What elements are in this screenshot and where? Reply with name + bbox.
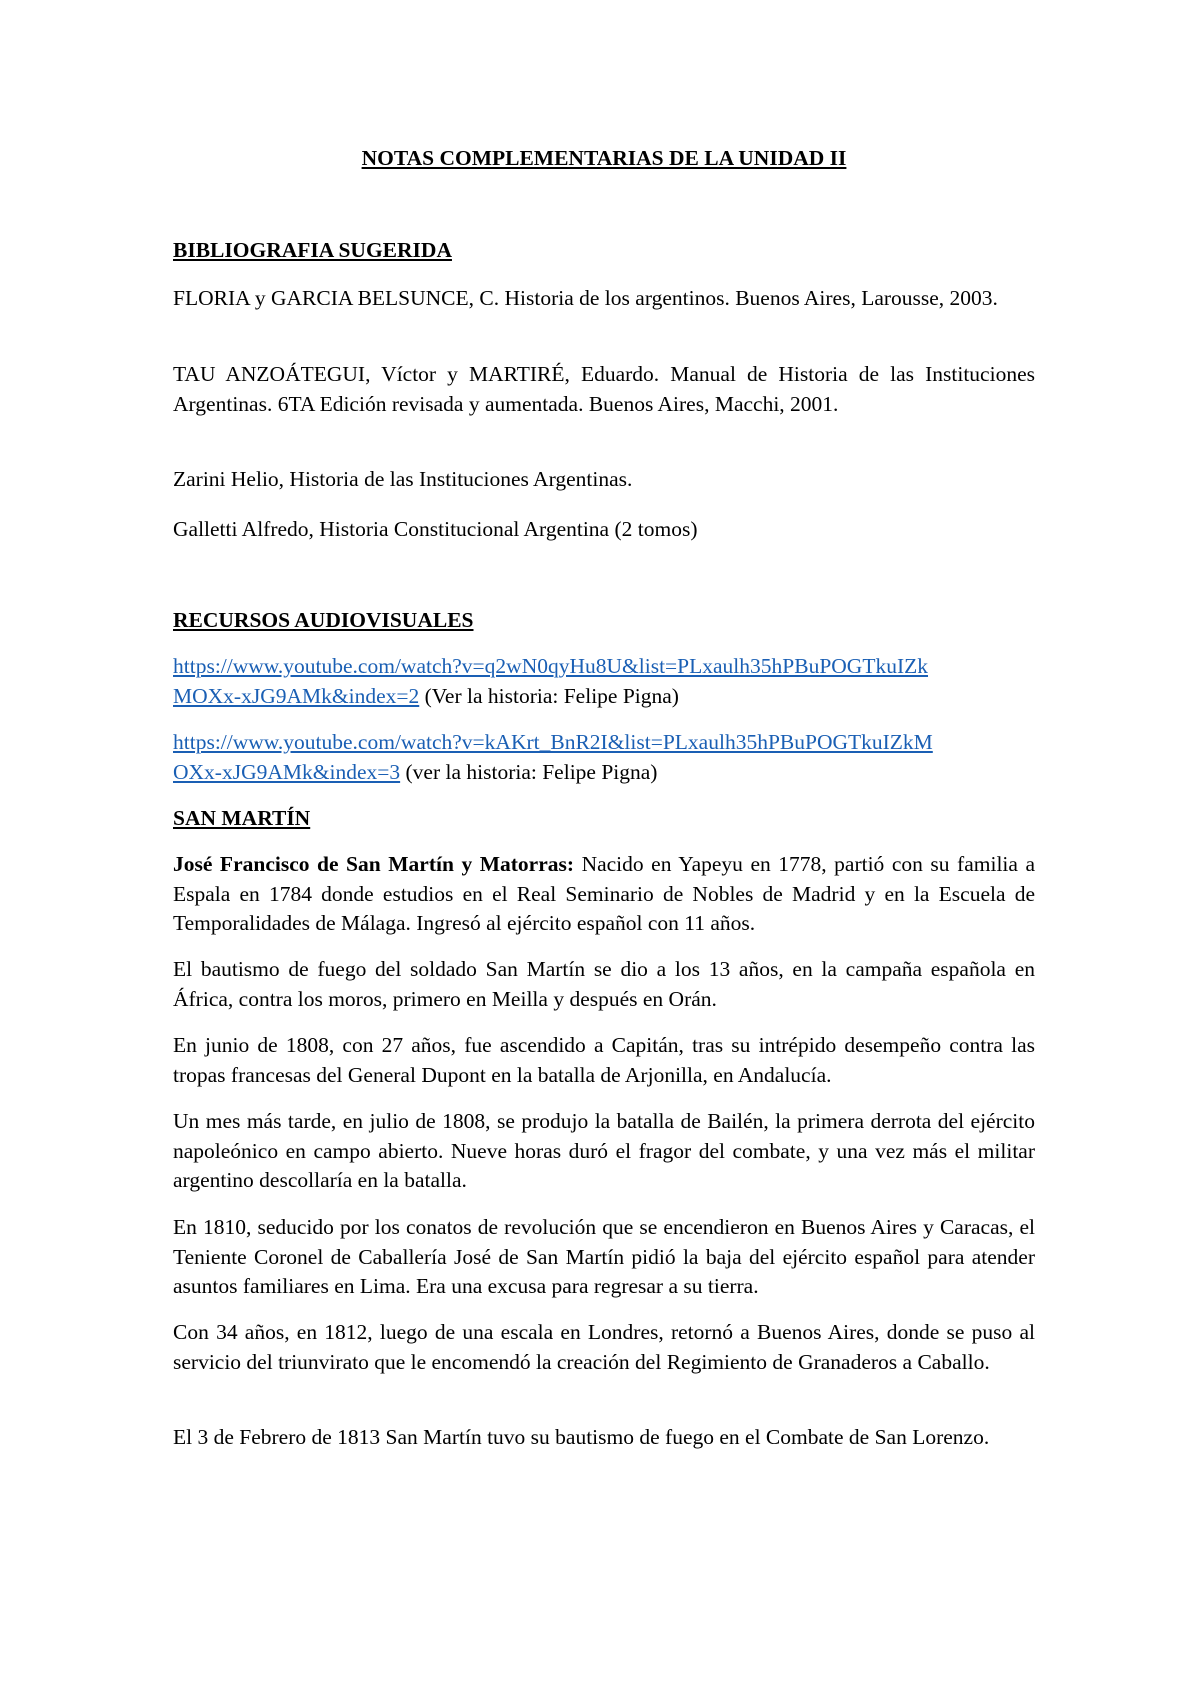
bibliography-entry: Zarini Helio, Historia de las Instituciones Argentinas. (173, 467, 633, 491)
biography-paragraph: Con 34 años, en 1812, luego de una escala en Londres, retornó a Buenos Aires, donde se puso al servicio del triunvirato que le encomendó la creación del Regimiento de Granaderos a Caballo. (173, 1320, 1035, 1374)
bibliography-entry: Galletti Alfredo, Historia Constitucional Argentina (2 tomos) (173, 517, 698, 541)
biography-paragraph: El bautismo de fuego del soldado San Martín se dio a los 13 años, en la campaña española en África, contra los moros, primero en Meilla y después en Orán. (173, 957, 1035, 1011)
biography-paragraph: El 3 de Febrero de 1813 San Martín tuvo su bautismo de fuego en el Combate de San Lorenzo. (173, 1425, 990, 1449)
video-link-line[interactable]: MOXx-xJG9AMk&index=2 (173, 683, 420, 708)
recursos-heading: RECURSOS AUDIOVISUALES (173, 608, 474, 632)
bibliography-entry: TAU ANZOÁTEGUI, Víctor y MARTIRÉ, Eduardo. Manual de Historia de las Instituciones Argentinas. 6TA Edición revisada y aumentada. Buenos Aires, Macchi, 2001. (173, 362, 1035, 416)
video-resource (173, 652, 1035, 711)
biography-paragraph: En junio de 1808, con 27 años, fue ascendido a Capitán, tras su intrépido desempeño contra las tropas francesas del General Dupont en la batalla de Arjonilla, en Andalucía. (173, 1033, 1035, 1087)
bibliografia-heading: BIBLIOGRAFIA SUGERIDA (173, 238, 452, 262)
video-link-line[interactable]: https://www.youtube.com/watch?v=q2wN0qyHu8U&list=PLxaulh35hPBuPOGTkuIZk (173, 654, 929, 678)
video-resource (173, 728, 1035, 787)
document-title: NOTAS COMPLEMENTARIAS DE LA UNIDAD II (361, 146, 847, 170)
biography-paragraph: En 1810, seducido por los conatos de revolución que se encendieron en Buenos Aires y Caracas, el Teniente Coronel de Caballería José de San Martín pidió la baja del ejército español para atender asuntos familiares en Lima. Era una excusa para regresar a su tierra. (173, 1215, 1035, 1298)
video-link-line[interactable]: https://www.youtube.com/watch?v=kAKrt_BnR2I&list=PLxaulh35hPBuPOGTkuIZkM (173, 730, 933, 754)
intro-text: Nacido en Yapeyu en 1778, partió con su familia a Espala en 1784 donde estudios en el Real Seminario de Nobles de Madrid y en la Escuela de Temporalidades de Málaga. Ingresó al ejército español con 11 años. (173, 852, 1036, 935)
video-link-line[interactable]: OXx-xJG9AMk&index=3 (173, 759, 401, 784)
biography-paragraph: Un mes más tarde, en julio de 1808, se produjo la batalla de Bailén, la primera derrota del ejército napoleónico en campo abierto. Nueve horas duró el fragor del combate, y una vez más el militar argentino descollaría en la batalla. (173, 1109, 1035, 1192)
intro-name: José Francisco de San Martín y Matorras: (173, 852, 575, 876)
san-martin-intro (173, 850, 1035, 939)
bibliography-entry: FLORIA y GARCIA BELSUNCE, C. Historia de los argentinos. Buenos Aires, Larousse, 2003. (173, 286, 998, 310)
san-martin-heading: SAN MARTÍN (173, 806, 311, 830)
video-note: (Ver la historia: Felipe Pigna) (419, 683, 679, 708)
video-note: (ver la historia: Felipe Pigna) (400, 759, 658, 784)
